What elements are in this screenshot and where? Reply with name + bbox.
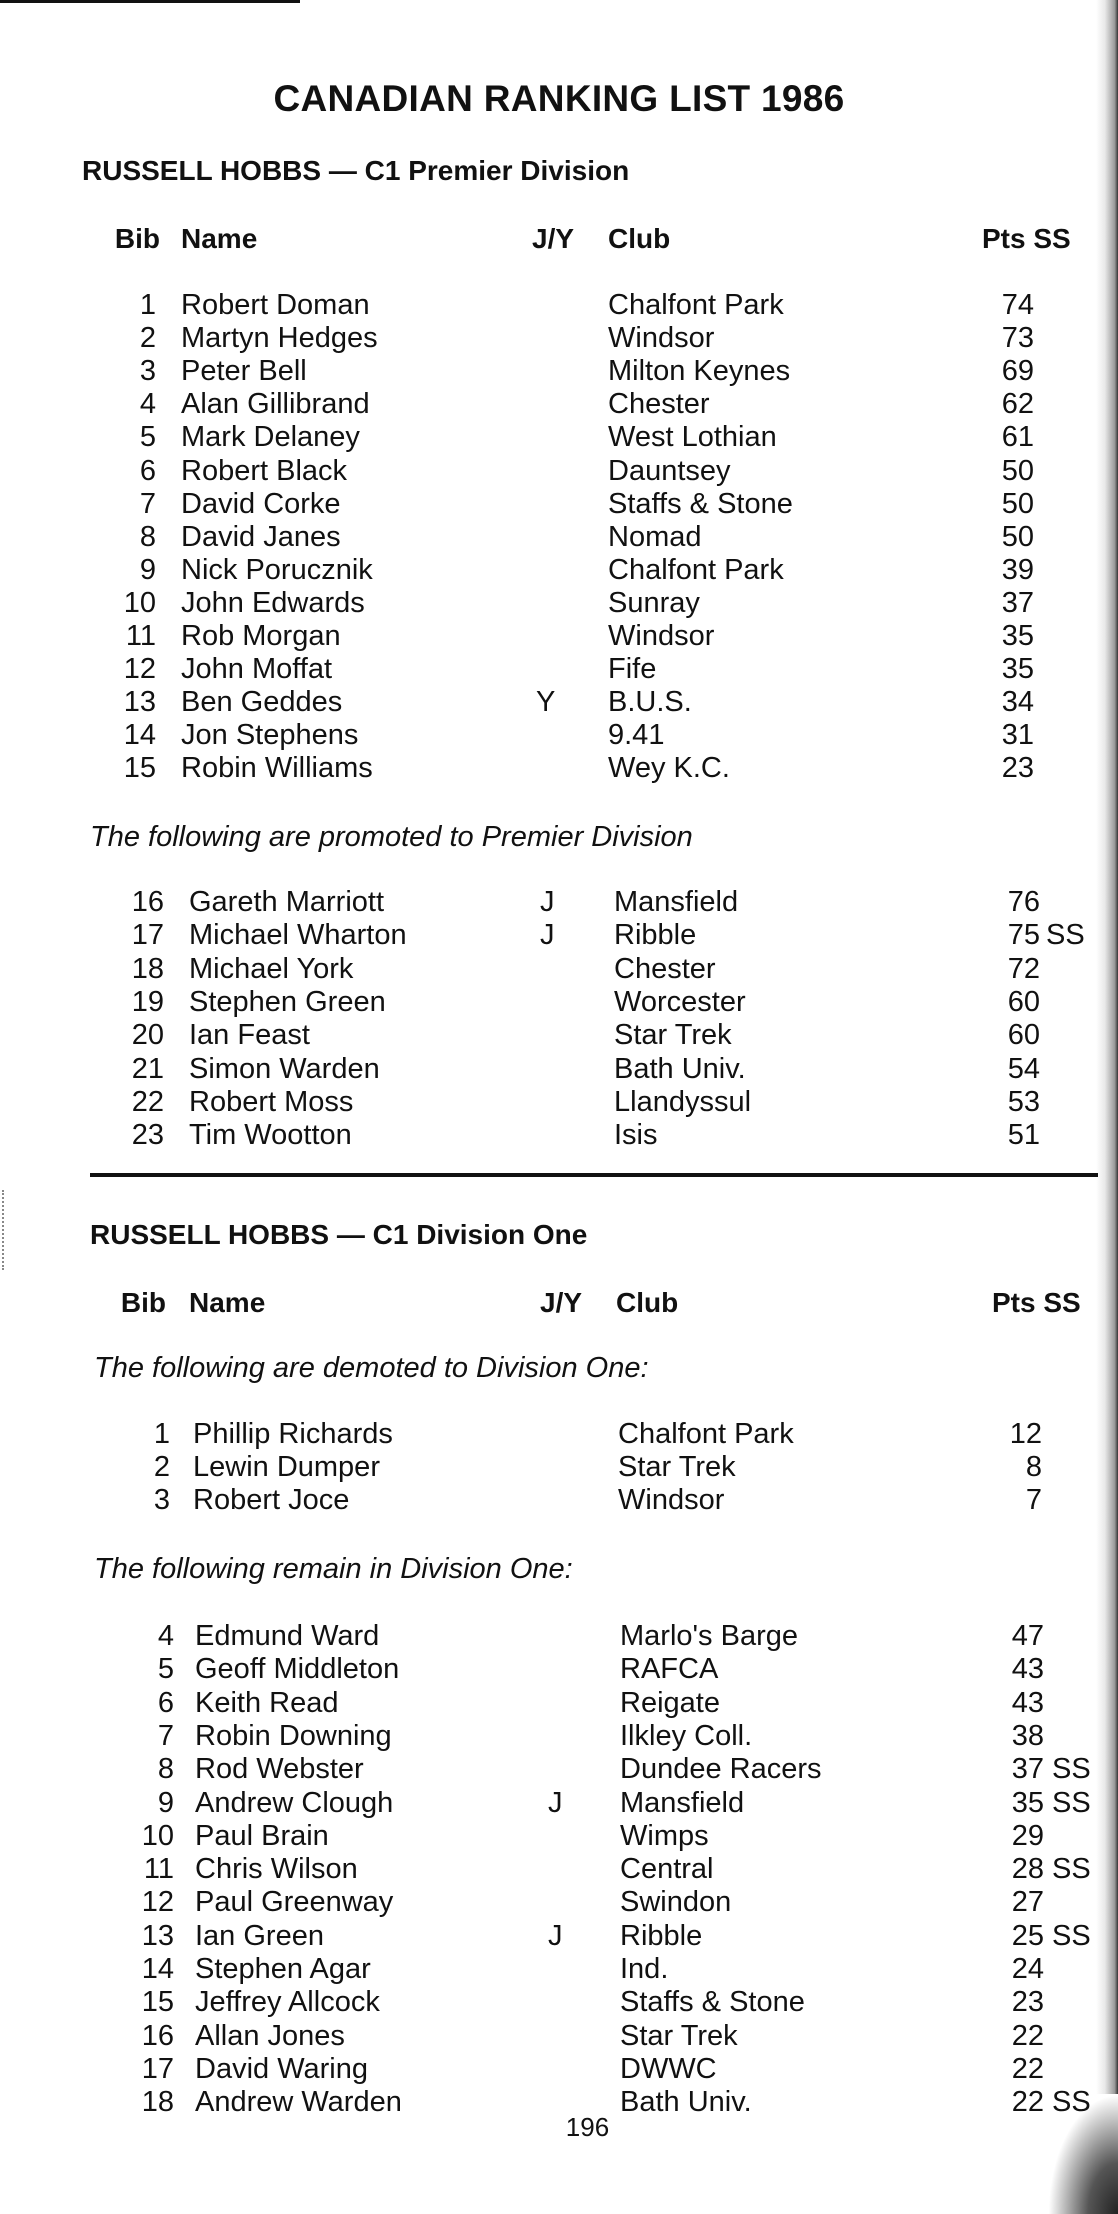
pts-cell: 7 — [1025, 1484, 1042, 1517]
table-row — [0, 455, 1118, 488]
jy-cell: J — [548, 1786, 563, 1819]
table-row — [0, 1886, 1118, 1919]
bib-cell: 5 — [157, 1653, 174, 1686]
bib-cell: 15 — [141, 1986, 174, 2019]
table-row — [0, 1787, 1118, 1820]
table-row — [0, 1053, 1118, 1086]
header-name: Name — [181, 223, 258, 254]
table-row — [0, 587, 1118, 620]
club-cell: Wimps — [620, 1819, 709, 1852]
table-row — [0, 1418, 1118, 1451]
name-cell: Andrew Warden — [195, 2086, 402, 2119]
name-cell: Keith Read — [195, 1686, 339, 1719]
club-cell: Swindon — [620, 1886, 732, 1919]
pts-cell: 76 — [1007, 886, 1040, 918]
club-cell: Bath Univ. — [614, 1052, 746, 1085]
club-cell: Marlo's Barge — [620, 1620, 798, 1652]
club-cell: Dundee Racers — [620, 1753, 822, 1786]
table-row — [0, 1753, 1118, 1786]
table-row — [0, 1086, 1118, 1119]
name-cell: Andrew Clough — [195, 1786, 394, 1819]
bib-cell: 1 — [139, 289, 156, 321]
club-cell: Windsor — [608, 620, 715, 652]
pts-cell: 51 — [1007, 1119, 1040, 1152]
bib-cell: 6 — [157, 1686, 174, 1719]
club-cell: Staffs & Stone — [620, 1986, 805, 2019]
pts-cell: 43 — [1011, 1686, 1044, 1719]
pts-cell: 50 — [1001, 487, 1034, 520]
section-divider — [90, 1173, 1098, 1177]
note-remain: The following remain in Division One: — [94, 1553, 573, 1585]
bib-cell: 9 — [139, 553, 156, 586]
bib-cell: 21 — [131, 1052, 164, 1085]
table-row — [0, 986, 1118, 1019]
ss-cell: SS — [1052, 1853, 1091, 1886]
name-cell: Gareth Marriott — [189, 886, 384, 918]
name-cell: Robert Joce — [193, 1484, 350, 1517]
table-row — [0, 620, 1118, 653]
name-cell: Rod Webster — [195, 1753, 364, 1786]
ss-cell: SS — [1046, 919, 1085, 952]
pts-cell: 47 — [1011, 1620, 1044, 1652]
bib-cell: 4 — [139, 388, 156, 421]
bib-cell: 12 — [123, 653, 156, 686]
bib-cell: 12 — [141, 1886, 174, 1919]
table-row — [0, 686, 1118, 719]
table-row — [0, 1620, 1118, 1653]
name-cell: Mark Delaney — [181, 421, 360, 454]
club-cell: Star Trek — [620, 2019, 738, 2052]
pts-cell: 24 — [1011, 1953, 1044, 1985]
name-cell: Stephen Green — [189, 985, 386, 1018]
table-row — [0, 2053, 1118, 2086]
pts-cell: 75 — [1007, 919, 1040, 952]
club-cell: Chester — [608, 388, 710, 421]
club-cell: DWWC — [620, 2052, 717, 2085]
club-cell: Star Trek — [614, 1019, 732, 1052]
ss-cell: SS — [1052, 1919, 1091, 1952]
table-row — [0, 1653, 1118, 1686]
bib-cell: 16 — [141, 2019, 174, 2052]
table-row — [0, 289, 1118, 322]
table-row — [0, 488, 1118, 521]
name-cell: John Edwards — [181, 586, 365, 619]
bib-cell: 7 — [139, 487, 156, 520]
section-title-premier: RUSSELL HOBBS — C1 Premier Division — [82, 155, 630, 186]
name-cell: David Waring — [195, 2052, 368, 2085]
name-cell: Edmund Ward — [195, 1620, 380, 1652]
top-rule — [0, 0, 300, 3]
header-pts-ss: Pts SS — [982, 223, 1071, 254]
name-cell: Paul Brain — [195, 1819, 329, 1852]
club-cell: Mansfield — [614, 886, 739, 918]
bib-cell: 2 — [153, 1451, 170, 1484]
table-row — [0, 1953, 1118, 1986]
pts-cell: 29 — [1011, 1819, 1044, 1852]
pts-cell: 39 — [1001, 553, 1034, 586]
table-row — [0, 1019, 1118, 1052]
name-cell: Chris Wilson — [195, 1853, 358, 1886]
jy-cell: J — [540, 919, 555, 952]
club-cell: Chalfont Park — [608, 553, 784, 586]
club-cell: Isis — [614, 1119, 658, 1152]
bib-cell: 22 — [131, 1085, 164, 1118]
name-cell: Ben Geddes — [181, 686, 343, 719]
bib-cell: 13 — [123, 686, 156, 719]
club-cell: Nomad — [608, 520, 702, 553]
club-cell: Staffs & Stone — [608, 487, 793, 520]
club-cell: Milton Keynes — [608, 355, 791, 388]
table-row — [0, 752, 1118, 785]
jy-cell: J — [548, 1919, 563, 1952]
bib-cell: 10 — [123, 586, 156, 619]
name-cell: John Moffat — [181, 653, 333, 686]
pts-cell: 35 — [1001, 653, 1034, 686]
club-cell: Star Trek — [618, 1451, 736, 1484]
bib-cell: 3 — [153, 1484, 170, 1517]
club-cell: B.U.S. — [608, 686, 692, 719]
ss-cell: SS — [1052, 1786, 1091, 1819]
pts-cell: 43 — [1011, 1653, 1044, 1686]
name-cell: Rob Morgan — [181, 620, 341, 652]
bib-cell: 17 — [141, 2052, 174, 2085]
pts-cell: 74 — [1001, 289, 1034, 321]
header-bib: Bib — [114, 223, 160, 254]
bib-cell: 9 — [157, 1786, 174, 1819]
header-pts-ss: Pts SS — [992, 1287, 1081, 1318]
table-row — [0, 1853, 1118, 1886]
bib-cell: 5 — [139, 421, 156, 454]
section-title-division-one: RUSSELL HOBBS — C1 Division One — [90, 1219, 588, 1250]
club-cell: Ind. — [620, 1953, 669, 1985]
bib-cell: 18 — [141, 2086, 174, 2119]
pts-cell: 50 — [1001, 454, 1034, 487]
margin-dots — [2, 1190, 8, 1270]
table-row — [0, 653, 1118, 686]
bib-cell: 13 — [141, 1919, 174, 1952]
header-jy: J/Y — [532, 223, 575, 254]
pts-cell: 50 — [1001, 520, 1034, 553]
name-cell: David Janes — [181, 520, 341, 553]
name-cell: Ian Green — [195, 1919, 324, 1952]
table-row — [0, 1687, 1118, 1720]
table-row — [0, 1986, 1118, 2019]
bib-cell: 19 — [131, 985, 164, 1018]
pts-cell: 69 — [1001, 355, 1034, 388]
name-cell: Michael Wharton — [189, 919, 407, 952]
club-cell: Bath Univ. — [620, 2086, 752, 2119]
name-cell: Phillip Richards — [193, 1418, 393, 1450]
name-cell: Alan Gillibrand — [181, 388, 370, 421]
pts-cell: 27 — [1011, 1886, 1044, 1919]
bib-cell: 17 — [131, 919, 164, 952]
bib-cell: 3 — [139, 355, 156, 388]
pts-cell: 23 — [1011, 1986, 1044, 2019]
table-row — [0, 355, 1118, 388]
name-cell: Jon Stephens — [181, 719, 359, 752]
name-cell: Allan Jones — [195, 2019, 345, 2052]
pts-cell: 23 — [1001, 752, 1034, 785]
name-cell: Nick Porucznik — [181, 553, 373, 586]
pts-cell: 72 — [1007, 952, 1040, 985]
club-cell: Wey K.C. — [608, 752, 730, 785]
bib-cell: 1 — [153, 1418, 170, 1450]
club-cell: Ilkley Coll. — [620, 1719, 753, 1752]
bib-cell: 2 — [139, 322, 156, 355]
name-cell: Stephen Agar — [195, 1953, 371, 1985]
pts-cell: 22 — [1011, 2086, 1044, 2119]
club-cell: Dauntsey — [608, 454, 731, 487]
name-cell: Jeffrey Allcock — [195, 1986, 380, 2019]
club-cell: Chalfont Park — [608, 289, 784, 321]
table-row — [0, 322, 1118, 355]
note-promoted: The following are promoted to Premier Division — [90, 821, 693, 853]
pts-cell: 35 — [1001, 620, 1034, 652]
table-row — [0, 554, 1118, 587]
table-row — [0, 953, 1118, 986]
name-cell: Robert Doman — [181, 289, 370, 321]
name-cell: Tim Wootton — [189, 1119, 352, 1152]
pts-cell: 12 — [1009, 1418, 1042, 1450]
name-cell: David Corke — [181, 487, 341, 520]
table-row — [0, 886, 1118, 919]
pts-cell: 53 — [1007, 1085, 1040, 1118]
table-row — [0, 919, 1118, 952]
table-row — [0, 388, 1118, 421]
header-club: Club — [608, 223, 671, 254]
bib-cell: 20 — [131, 1019, 164, 1052]
bib-cell: 23 — [131, 1119, 164, 1152]
bib-cell: 8 — [139, 520, 156, 553]
pts-cell: 37 — [1011, 1753, 1044, 1786]
table-row — [0, 1119, 1118, 1152]
pts-cell: 54 — [1007, 1052, 1040, 1085]
pts-cell: 22 — [1011, 2019, 1044, 2052]
table-row — [0, 719, 1118, 752]
pts-cell: 62 — [1001, 388, 1034, 421]
name-cell: Martyn Hedges — [181, 322, 378, 355]
table-row — [0, 1720, 1118, 1753]
pts-cell: 35 — [1011, 1786, 1044, 1819]
note-demoted: The following are demoted to Division One: — [94, 1352, 649, 1384]
header-jy: J/Y — [540, 1287, 583, 1318]
bib-cell: 6 — [139, 454, 156, 487]
page-title: CANADIAN RANKING LIST 1986 — [273, 78, 845, 119]
header-club: Club — [616, 1287, 679, 1318]
header-bib: Bib — [120, 1287, 166, 1318]
pts-cell: 28 — [1011, 1853, 1044, 1886]
name-cell: Robert Moss — [189, 1085, 354, 1118]
club-cell: 9.41 — [608, 719, 665, 752]
bib-cell: 11 — [143, 1853, 174, 1886]
bib-cell: 14 — [141, 1953, 174, 1985]
name-cell: Robin Williams — [181, 752, 373, 785]
name-cell: Simon Warden — [189, 1052, 380, 1085]
pts-cell: 61 — [1001, 421, 1034, 454]
name-cell: Michael York — [189, 952, 354, 985]
name-cell: Robin Downing — [195, 1719, 392, 1752]
name-cell: Robert Black — [181, 454, 348, 487]
club-cell: Windsor — [618, 1484, 725, 1517]
table-row — [0, 421, 1118, 454]
bib-cell: 8 — [157, 1753, 174, 1786]
pts-cell: 37 — [1001, 586, 1034, 619]
jy-cell: J — [540, 886, 555, 918]
club-cell: Ribble — [614, 919, 697, 952]
club-cell: Llandyssul — [614, 1085, 752, 1118]
pts-cell: 38 — [1011, 1719, 1044, 1752]
jy-cell: Y — [536, 686, 556, 719]
bib-cell: 11 — [125, 620, 156, 652]
table-row — [0, 1451, 1118, 1484]
bib-cell: 7 — [157, 1719, 174, 1752]
club-cell: Chalfont Park — [618, 1418, 794, 1450]
club-cell: RAFCA — [620, 1653, 719, 1686]
pts-cell: 8 — [1025, 1451, 1042, 1484]
club-cell: Ribble — [620, 1919, 703, 1952]
name-cell: Geoff Middleton — [195, 1653, 400, 1686]
ss-cell: SS — [1052, 1753, 1091, 1786]
bib-cell: 4 — [157, 1620, 174, 1652]
pts-cell: 60 — [1007, 985, 1040, 1018]
table-row — [0, 1920, 1118, 1953]
club-cell: Sunray — [608, 586, 700, 619]
bib-cell: 18 — [131, 952, 164, 985]
pts-cell: 31 — [1001, 719, 1034, 752]
club-cell: West Lothian — [608, 421, 777, 454]
table-row — [0, 1484, 1118, 1517]
pts-cell: 22 — [1011, 2052, 1044, 2085]
club-cell: Fife — [608, 653, 657, 686]
name-cell: Lewin Dumper — [193, 1451, 380, 1484]
pts-cell: 73 — [1001, 322, 1034, 355]
header-name: Name — [189, 1287, 266, 1318]
name-cell: Peter Bell — [181, 355, 307, 388]
bib-cell: 16 — [131, 886, 164, 918]
bib-cell: 10 — [141, 1819, 174, 1852]
name-cell: Ian Feast — [189, 1019, 310, 1052]
club-cell: Mansfield — [620, 1786, 745, 1819]
table-row — [0, 521, 1118, 554]
page-number: 196 — [565, 2112, 610, 2142]
table-row — [0, 2020, 1118, 2053]
club-cell: Worcester — [614, 985, 746, 1018]
bib-cell: 14 — [123, 719, 156, 752]
ss-cell: SS — [1052, 2086, 1091, 2119]
pts-cell: 60 — [1007, 1019, 1040, 1052]
name-cell: Paul Greenway — [195, 1886, 394, 1919]
pts-cell: 34 — [1001, 686, 1034, 719]
club-cell: Chester — [614, 952, 716, 985]
pts-cell: 25 — [1011, 1919, 1044, 1952]
bib-cell: 15 — [123, 752, 156, 785]
club-cell: Windsor — [608, 322, 715, 355]
table-row — [0, 1820, 1118, 1853]
club-cell: Reigate — [620, 1686, 720, 1719]
club-cell: Central — [620, 1853, 714, 1886]
